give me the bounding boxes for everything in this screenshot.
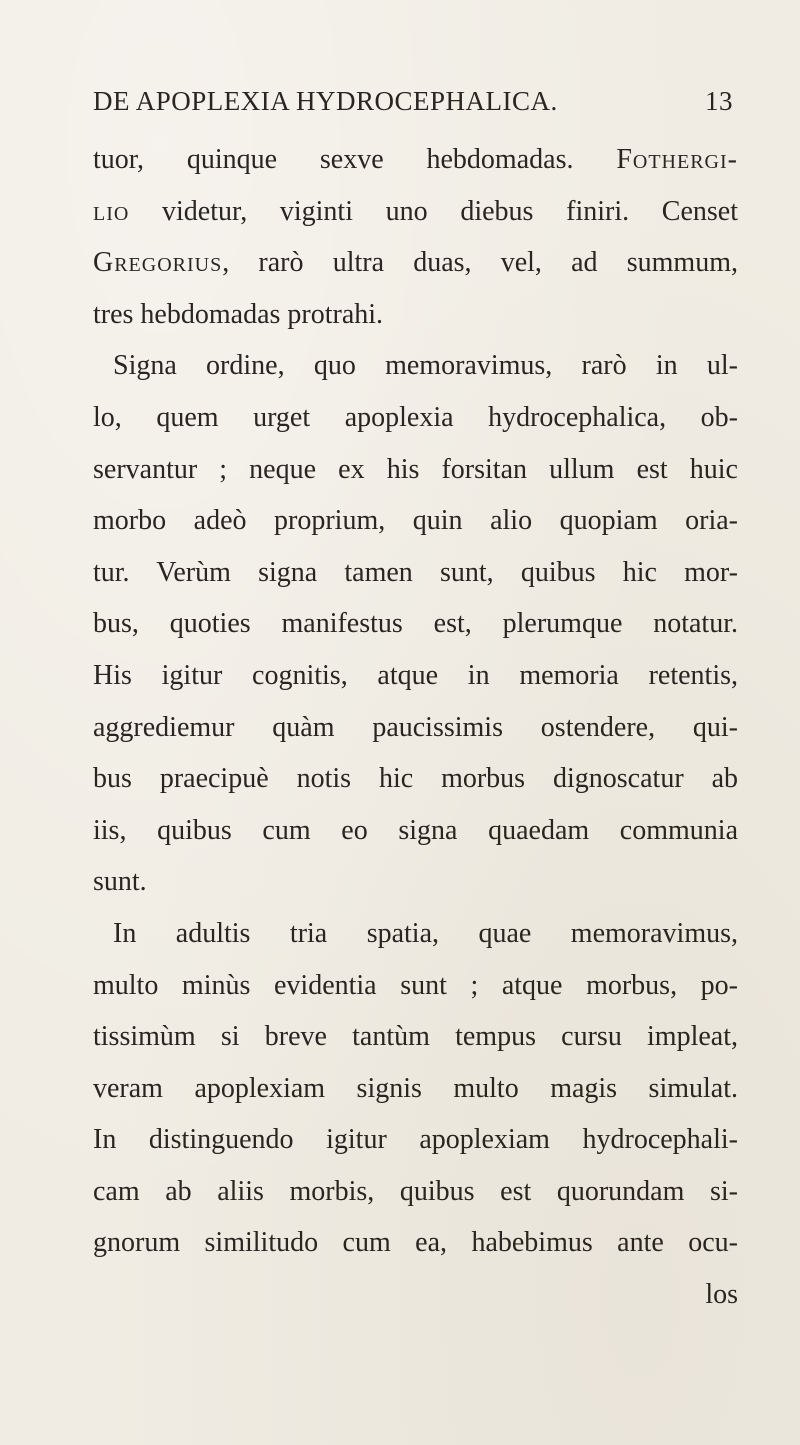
text-segment: morbo adeò proprium, quin alio quopiam oria- [93, 505, 738, 537]
text-line [93, 1063, 738, 1115]
text-line [93, 650, 738, 702]
author-name: lio [93, 195, 130, 227]
text-line [93, 444, 738, 496]
text-segment: sunt. [93, 866, 147, 898]
text-segment: multo minùs evidentia sunt ; atque morbus, po- [93, 969, 738, 1001]
text-segment: tres hebdomadas protrahi. [93, 298, 384, 330]
text-line [93, 908, 738, 960]
text-segment: tuor, quinque sexve hebdomadas. [93, 144, 617, 175]
text-segment: His igitur cognitis, atque in memoria retentis, [93, 659, 738, 691]
text-line [93, 702, 738, 754]
text-line [93, 1114, 738, 1166]
text-segment: , rarò ultra duas, vel, ad summum, [222, 247, 738, 279]
text-segment: los [705, 1279, 738, 1311]
text-line [93, 1166, 738, 1218]
text-line [93, 186, 738, 238]
text-segment: videtur, viginti uno diebus finiri. Censet [129, 195, 738, 227]
text-line [93, 237, 738, 289]
text-segment: cam ab aliis morbis, quibus est quorundam si- [93, 1175, 738, 1207]
text-segment: aggrediemur quàm paucissimis ostendere, qui- [93, 711, 738, 743]
page-number: 13 [705, 86, 733, 116]
text-segment: bus praecipuè notis hic morbus dignoscatur ab [93, 763, 738, 795]
text-line [93, 753, 738, 805]
text-line [93, 960, 738, 1012]
text-segment: lo, quem urget apoplexia hydrocephalica, ob- [93, 401, 738, 433]
text-segment: servantur ; neque ex his forsitan ullum est huic [93, 453, 738, 485]
text-line [93, 134, 738, 186]
text-segment: veram apoplexiam signis multo magis simulat. [93, 1072, 738, 1104]
text-segment: In distinguendo igitur apoplexiam hydrocephali- [93, 1124, 738, 1156]
text-segment: Signa ordine, quo memoravimus, rarò in ul- [113, 350, 738, 382]
text-line [93, 1269, 738, 1321]
text-segment: iis, quibus cum eo signa quaedam communia [93, 814, 738, 846]
text-line [93, 392, 738, 444]
running-header [93, 86, 733, 126]
running-title: DE APOPLEXIA HYDROCEPHALICA. [93, 86, 558, 116]
text-segment: tissimùm si breve tantùm tempus cursu impleat, [93, 1021, 738, 1053]
text-line [93, 598, 738, 650]
text-line [93, 1011, 738, 1063]
author-name: Fothergi- [616, 144, 738, 175]
text-line [93, 495, 738, 547]
text-line [93, 1217, 738, 1269]
text-line [93, 856, 738, 908]
text-line [93, 805, 738, 857]
body-text [93, 134, 738, 1321]
author-name: Gregorius [93, 247, 223, 279]
text-line [93, 340, 738, 392]
text-line [93, 547, 738, 599]
text-segment: tur. Verùm signa tamen sunt, quibus hic mor- [93, 556, 738, 588]
text-segment: bus, quoties manifestus est, plerumque notatur. [93, 608, 738, 640]
text-segment: gnorum similitudo cum ea, habebimus ante ocu- [93, 1227, 738, 1259]
text-line [93, 289, 738, 341]
text-segment: In adultis tria spatia, quae memoravimus, [113, 917, 738, 949]
